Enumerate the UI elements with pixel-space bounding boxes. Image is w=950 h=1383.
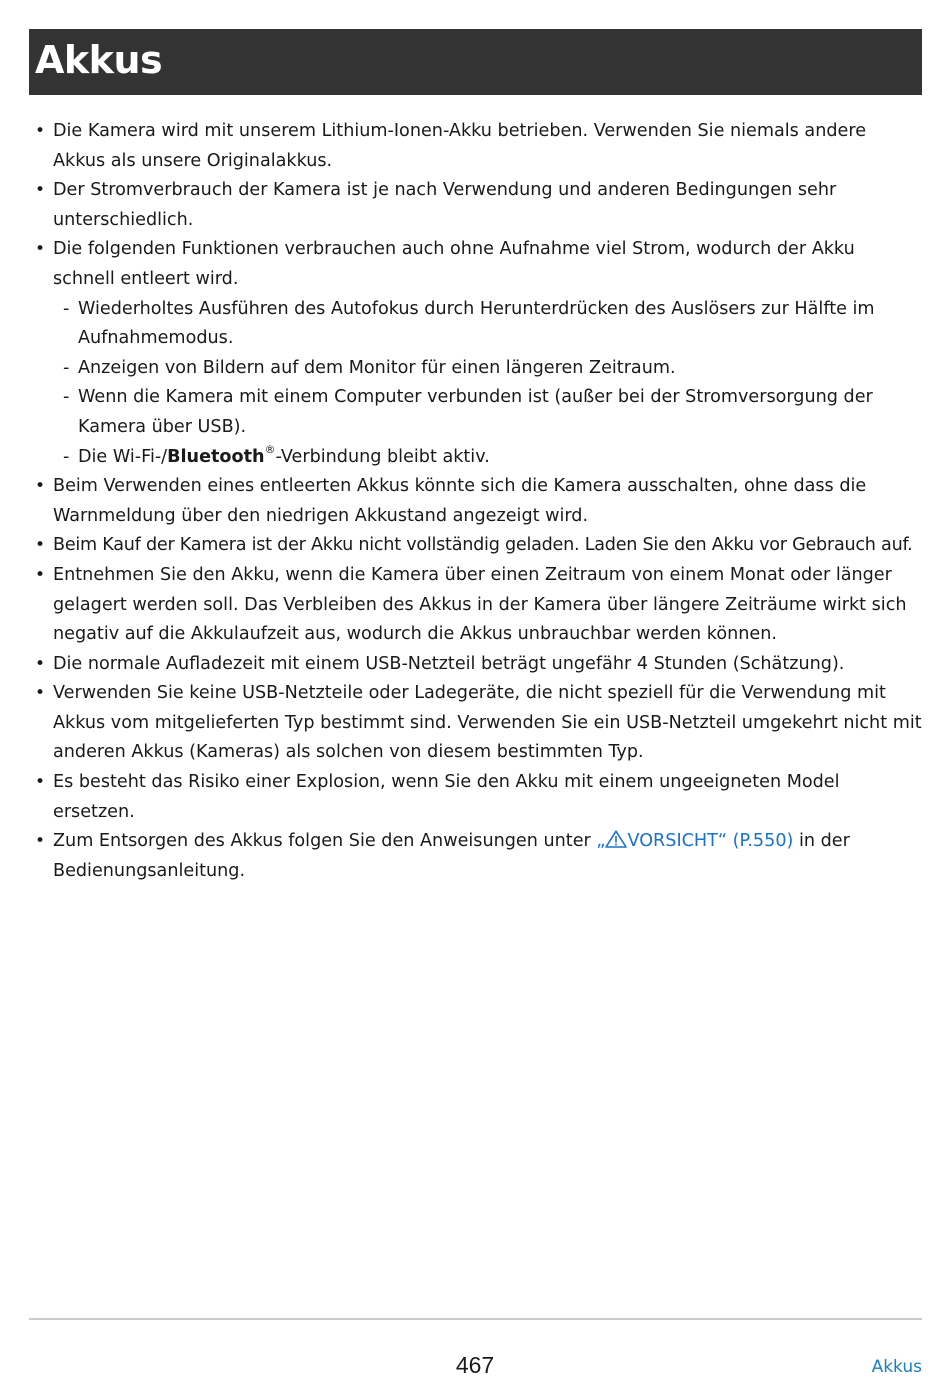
bluetooth-label: Bluetooth [167,446,265,467]
page-number: 467 [455,1352,495,1378]
footer-divider [29,1318,922,1320]
list-item [29,827,922,886]
footer-section-link[interactable]: Akkus [871,1357,922,1377]
bullet-list [29,117,922,886]
bluetooth-suffix: -Verbindung bleibt aktiv. [275,446,490,467]
list-item: • Verwenden Sie keine USB-Netzteile oder Ladegeräte, die nicht speziell für die Verwendung mit Akkus vom mitgelieferten Typ bestimmt sind. Verwenden Sie ein USB-Netzteil umgekehrt nicht mit anderen Akkus (Kameras) als solchen von diesem bestimmten Typ. [29,679,922,768]
sub-list-item: - Wenn die Kamera mit einem Computer verbunden ist (außer bei der Stromversorgung der Kamera über USB). [53,383,922,442]
list-item: • Es besteht das Risiko einer Explosion, wenn Sie den Akku mit einem ungeeigneten Model ersetzen. [29,768,922,827]
warning-triangle-icon [605,830,627,848]
list-item [29,235,922,472]
list-item: • Entnehmen Sie den Akku, wenn die Kamera über einen Zeitraum von einem Monat oder länger gelagert werden soll. Das Verbleiben des Akkus in der Kamera über längere Zeiträume wirkt sich negativ auf die Akkulaufzeit aus, wodurch die Akkus unbrauchbar werden können. [29,561,922,650]
list-item: • Beim Verwenden eines entleerten Akkus könnte sich die Kamera ausschalten, ohne dass die Warnmeldung über den niedrigen Akkustand angezeigt wird. [29,472,922,531]
sub-list-item [53,443,922,473]
title-bar [29,29,922,95]
caution-link[interactable] [596,831,793,851]
list-item: • Der Stromverbrauch der Kamera ist je nach Verwendung und anderen Bedingungen sehr unterschiedlich. [29,176,922,235]
list-item-text: Die folgenden Funktionen verbrauchen auch ohne Aufnahme viel Strom, wodurch der Akku schnell entleert wird. [53,239,855,289]
sub-list-item: - Wiederholtes Ausführen des Autofokus durch Herunterdrücken des Auslösers zur Hälfte im Aufnahmemodus. [53,295,922,354]
page-title: Akkus [35,38,163,82]
disposal-text-start: Zum Entsorgen des Akkus folgen Sie den Anweisungen unter [53,831,597,852]
content [29,117,922,886]
list-item: • Die normale Aufladezeit mit einem USB-Netzteil beträgt ungefähr 4 Stunden (Schätzung). [29,650,922,680]
registered-mark: ® [264,442,276,456]
bluetooth-prefix: Die Wi-Fi-/ [78,446,168,467]
sub-list-item: - Anzeigen von Bildern auf dem Monitor für einen längeren Zeitraum. [53,354,922,384]
sub-list [53,295,922,473]
disposal-text-end: in der Bedienungsanleitung. [53,831,850,881]
caution-link-text: VORSICHT“ (P.550) [627,831,794,852]
caution-link-quote: „ [596,831,606,852]
list-item: • Beim Kauf der Kamera ist der Akku nicht vollständig geladen. Laden Sie den Akku vor Gebrauch auf. [29,531,922,561]
list-item: • Die Kamera wird mit unserem Lithium-Ionen-Akku betrieben. Verwenden Sie niemals andere Akkus als unsere Originalakkus. [29,117,922,176]
